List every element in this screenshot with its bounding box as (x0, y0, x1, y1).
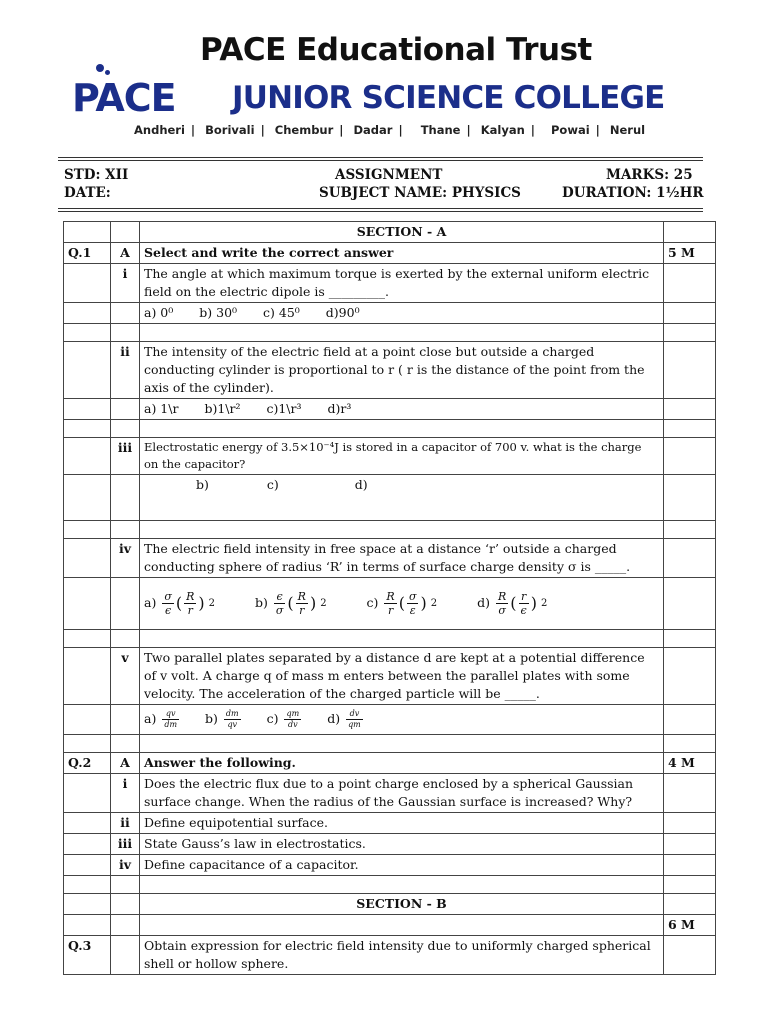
option: a) 1\r (144, 401, 179, 416)
q2-item-label: i (111, 774, 140, 813)
q1-iv-options-row (64, 578, 716, 630)
q2-item-label: iii (111, 834, 140, 855)
option: b) (196, 477, 209, 492)
header-divider (58, 160, 703, 161)
trust-name: PACE Educational Trust (200, 32, 592, 68)
q1-i-label: i (111, 264, 140, 303)
q1-i-options-row (64, 303, 716, 324)
date-label: DATE: (64, 185, 111, 201)
q1-iii-row (64, 438, 716, 475)
q1-iv-label: iv (111, 539, 140, 578)
q1-ii-row (64, 342, 716, 399)
branch-list: Andheri | Borivali | Chembur | Dadar | Thane | Kalyan | Powai | Nerul (134, 123, 646, 137)
option: b) $\frac{dm}{qv}$ (205, 709, 239, 729)
subject-label: SUBJECT NAME: PHYSICS (319, 185, 521, 201)
spacer-row (64, 420, 716, 438)
spacer-row (64, 735, 716, 753)
logo-dot-small-icon (105, 70, 110, 75)
q1-v-text: Two parallel plates separated by a distance d are kept at a potential difference of v volt. A charge q of mass m enters between the parallel plates with some velocity. The acceleration of the charged particle will be _____. (140, 648, 664, 705)
q1-iv-text: The electric field intensity in free space at a distance ‘r’ outside a charged conducting sphere of radius ‘R’ in terms of surface charge density σ is _____. (140, 539, 664, 578)
option: a) $\frac{\sigma}{\epsilon}$ ( $\frac{R}{r}$ ) 2 (144, 590, 216, 617)
q1-ii-options-row (64, 399, 716, 420)
option: d) (354, 477, 368, 492)
q2-item-row (64, 855, 716, 876)
spacer-row (64, 521, 716, 539)
option: c)1\r³ (266, 401, 302, 416)
meta-divider (58, 211, 703, 212)
option: c) $\frac{qm}{dv}$ (266, 709, 300, 729)
std-label: STD: XII (64, 167, 129, 183)
branch: Chembur (274, 123, 334, 137)
branch: Nerul (609, 123, 646, 137)
option: d)90⁰ (325, 305, 360, 320)
branch: Dadar (353, 123, 393, 137)
q3-marks-row (64, 915, 716, 936)
q1-i-options (140, 303, 664, 324)
option: c) 45⁰ (263, 305, 300, 320)
q2-item-text: Does the electric flux due to a point charge enclosed by a spherical Gaussian surface change. When the radius of the Gaussian surface is increased? Why? (140, 774, 664, 813)
branch: Borivali (205, 123, 255, 137)
q2-part: A (111, 753, 140, 774)
q2-item-text: Define equipotential surface. (140, 813, 664, 834)
q3-marks: 6 M (664, 915, 716, 936)
q2-item-row (64, 813, 716, 834)
option: d) $\frac{dv}{qm}$ (327, 709, 361, 729)
duration-label: DURATION: 1½HR (562, 185, 704, 201)
q1-ii-label: ii (111, 342, 140, 399)
q2-item-label: ii (111, 813, 140, 834)
q1-number: Q.1 (64, 243, 111, 264)
meta-divider (58, 208, 703, 209)
q3-row (64, 936, 716, 975)
q1-iii-options-row (64, 475, 716, 521)
q1-iii-label: iii (111, 438, 140, 475)
logo-dot-icon (96, 64, 104, 72)
option: d)r³ (327, 401, 352, 416)
q1-v-options (140, 705, 664, 735)
option: a) $\frac{qv}{dm}$ (144, 709, 178, 729)
q1-title: Select and write the correct answer (140, 243, 664, 264)
section-a-row (64, 222, 716, 243)
q1-iii-text: Electrostatic energy of 3.5×10⁻⁴J is stored in a capacitor of 700 v. what is the charge on the capacitor? (140, 438, 664, 475)
option: c) (266, 477, 279, 492)
section-b-heading: SECTION - B (140, 894, 664, 915)
assignment-label: ASSIGNMENT (335, 167, 443, 183)
q1-iv-options (140, 578, 664, 630)
q1-iii-options (140, 475, 664, 521)
spacer-row (64, 324, 716, 342)
q1-i-text: The angle at which maximum torque is exerted by the external uniform electric field on the electric dipole is _________. (140, 264, 664, 303)
q1-marks: 5 M (664, 243, 716, 264)
logo-text: PACE (72, 76, 176, 120)
q3-number: Q.3 (64, 936, 111, 975)
branch: Andheri (134, 123, 185, 137)
q2-marks: 4 M (664, 753, 716, 774)
college-name: JUNIOR SCIENCE COLLEGE (232, 80, 665, 116)
q1-ii-options (140, 399, 664, 420)
q1-part: A (111, 243, 140, 264)
q2-item-row (64, 774, 716, 813)
branch: Thane (420, 123, 461, 137)
q1-i-row (64, 264, 716, 303)
q1-ii-text: The intensity of the electric field at a point close but outside a charged conducting cylinder is proportional to r ( r is the distance of the point from the axis of the cylinder). (140, 342, 664, 399)
q1-v-label: v (111, 648, 140, 705)
option: b) $\frac{\epsilon}{\sigma}$ ( $\frac{R}{r}$ ) 2 (255, 590, 327, 617)
pace-logo (72, 76, 176, 120)
q1-iv-row (64, 539, 716, 578)
section-a-heading: SECTION - A (140, 222, 664, 243)
branch: Kalyan (480, 123, 525, 137)
q1-v-row (64, 648, 716, 705)
option: b) 30⁰ (199, 305, 238, 320)
option: d) $\frac{R}{\sigma}$ ( $\frac{r}{\epsilon}$ ) 2 (477, 590, 548, 617)
option: b)1\r² (204, 401, 241, 416)
question-table (63, 221, 716, 975)
q1-title-row (64, 243, 716, 264)
q2-title: Answer the following. (140, 753, 664, 774)
header-divider (58, 157, 703, 158)
q2-number: Q.2 (64, 753, 111, 774)
marks-label: MARKS: 25 (606, 167, 693, 183)
branch: Powai (550, 123, 590, 137)
q2-item-text: Define capacitance of a capacitor. (140, 855, 664, 876)
spacer-row (64, 876, 716, 894)
q2-title-row (64, 753, 716, 774)
option: c) $\frac{R}{r}$ ( $\frac{\sigma}{\varepsilon}$ ) 2 (366, 590, 438, 617)
option: a) 0⁰ (144, 305, 174, 320)
q1-v-options-row (64, 705, 716, 735)
q3-text: Obtain expression for electric field intensity due to uniformly charged spherical shell or hollow sphere. (140, 936, 664, 975)
spacer-row (64, 630, 716, 648)
q2-item-text: State Gauss’s law in electrostatics. (140, 834, 664, 855)
q2-item-row (64, 834, 716, 855)
section-b-row (64, 894, 716, 915)
q2-item-label: iv (111, 855, 140, 876)
header (0, 0, 768, 150)
